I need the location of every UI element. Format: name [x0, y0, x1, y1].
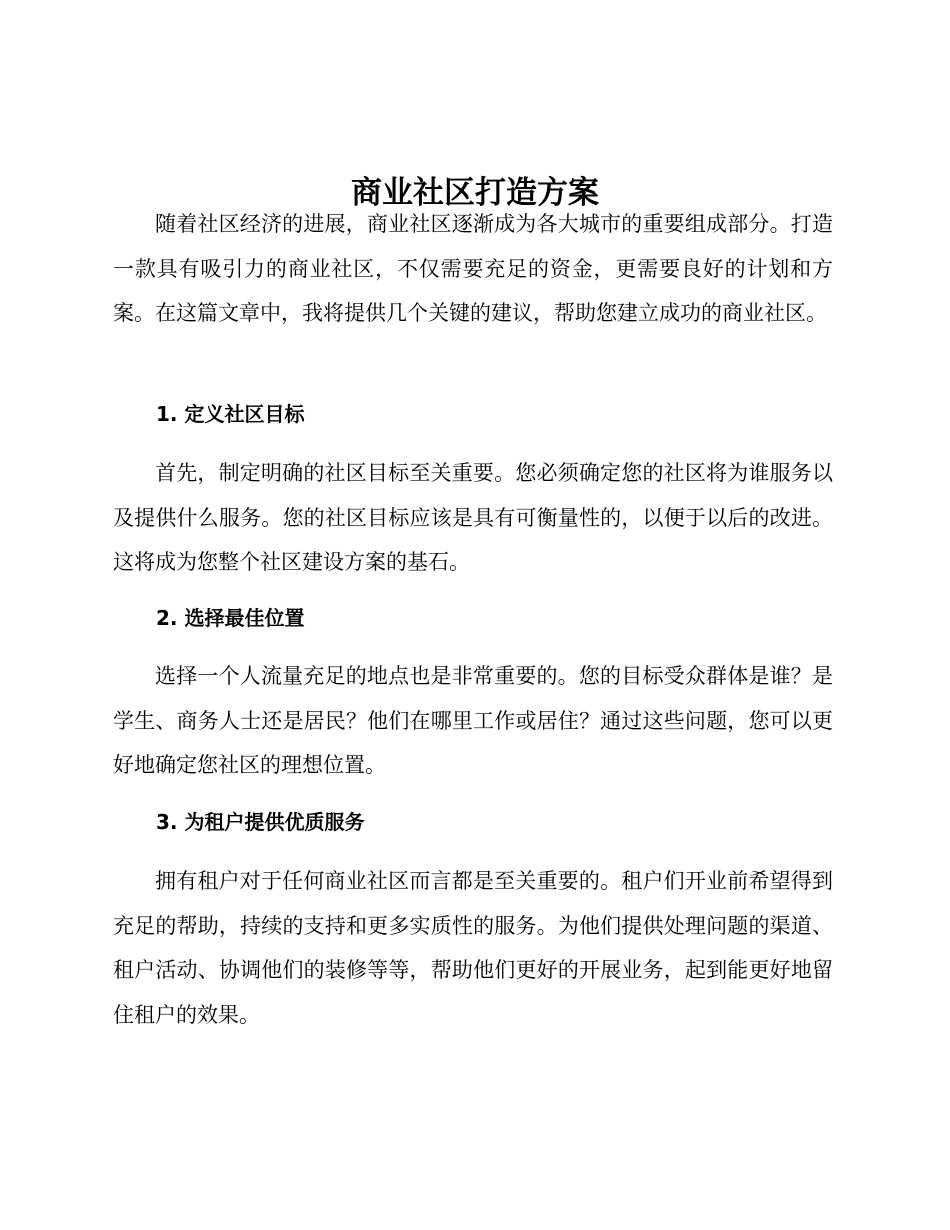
- section-1-heading: 1. 定义社区目标: [156, 402, 305, 426]
- section-3-body: 拥有租户对于任何商业社区而言都是至关重要的。租户们开业前希望得到充足的帮助，持续的支持和更多实质性的服务。为他们提供处理问题的渠道、租户活动、协调他们的装修等等，帮助他们更好的开展业务，起到能更好地留住租户的效果。: [113, 869, 833, 1027]
- section-2-heading: 2. 选择最佳位置: [156, 606, 305, 630]
- section-1-body: 首先，制定明确的社区目标至关重要。您必须确定您的社区将为谁服务以及提供什么服务。您的社区目标应该是具有可衡量性的，以便于以后的改进。这将成为您整个社区建设方案的基石。: [113, 461, 833, 574]
- intro-paragraph: 随着社区经济的进展，商业社区逐渐成为各大城市的重要组成部分。打造一款具有吸引力的商业社区，不仅需要充足的资金，更需要良好的计划和方案。在这篇文章中，我将提供几个关键的建议，帮助您建立成功的商业社区。: [113, 212, 833, 325]
- section-2-body: 选择一个人流量充足的地点也是非常重要的。您的目标受众群体是谁？是学生、商务人士还是居民？他们在哪里工作或居住？通过这些问题，您可以更好地确定您社区的理想位置。: [113, 664, 833, 777]
- document-title: 商业社区打造方案: [351, 174, 599, 211]
- section-3-heading: 3. 为租户提供优质服务: [156, 810, 365, 834]
